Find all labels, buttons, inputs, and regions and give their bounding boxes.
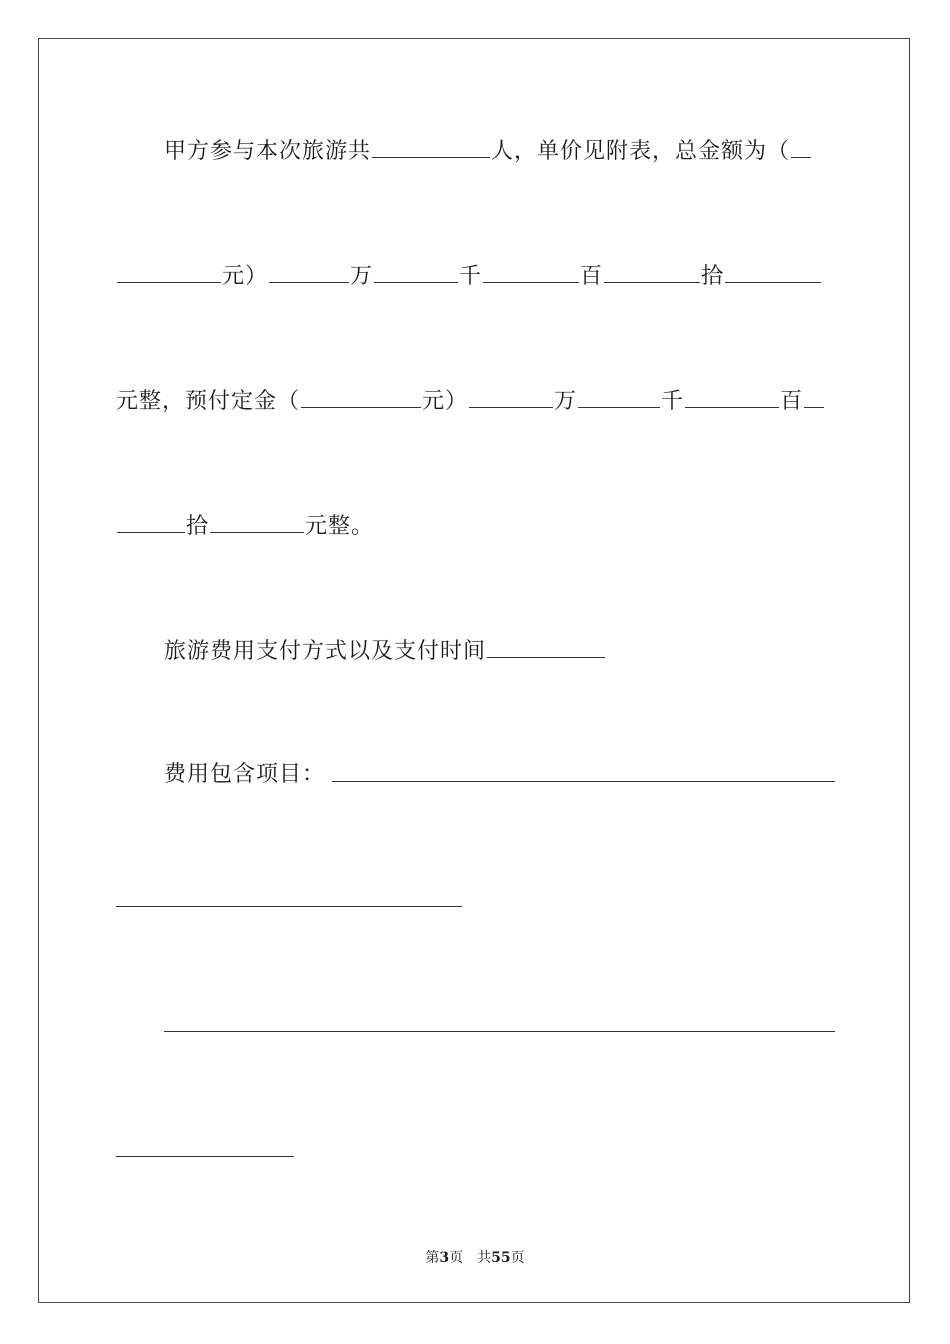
included-items-label: 费用包含项目：: [164, 762, 326, 787]
blank-field[interactable]: [117, 258, 221, 283]
footer-mid: 页 共: [449, 1250, 492, 1266]
payment-method-line: [116, 633, 836, 667]
blank-field[interactable]: [301, 383, 421, 408]
text-segment: 百: [580, 264, 604, 289]
blank-field[interactable]: [210, 508, 304, 533]
blank-field[interactable]: [469, 383, 553, 408]
text-segment: 万: [350, 264, 374, 289]
blank-field[interactable]: [269, 258, 349, 283]
footer-prefix: 第: [425, 1250, 440, 1266]
blank-field[interactable]: [483, 258, 579, 283]
blank-rule[interactable]: [332, 781, 835, 782]
text-segment: 拾: [701, 264, 725, 289]
text-segment: 千: [459, 264, 483, 289]
blank-rule[interactable]: [164, 1031, 835, 1032]
total-pages: 55: [491, 1250, 511, 1266]
blank-rule[interactable]: [116, 906, 462, 907]
blank-field[interactable]: [685, 383, 779, 408]
paragraph-1-line-3: [116, 383, 836, 417]
blank-field[interactable]: [578, 383, 660, 408]
text-segment: 元）: [222, 264, 269, 289]
text-segment: 万: [554, 389, 578, 414]
page-number: 3: [439, 1250, 450, 1266]
blank-field[interactable]: [804, 383, 824, 408]
blank-field[interactable]: [372, 133, 490, 158]
blank-rule[interactable]: [116, 1156, 294, 1157]
text-segment: 千: [661, 389, 685, 414]
blank-field[interactable]: [117, 508, 185, 533]
included-items-line: [116, 758, 836, 792]
blank-field[interactable]: [374, 258, 458, 283]
paragraph-1-line-1: [116, 133, 836, 167]
footer-suffix: 页: [510, 1250, 525, 1266]
text-segment: 拾: [186, 514, 210, 539]
text-segment: 元整，预付定金（: [116, 389, 301, 414]
blank-field[interactable]: [487, 633, 605, 658]
payment-method-label: 旅游费用支付方式以及支付时间: [164, 639, 487, 664]
paragraph-1-line-2: [116, 258, 836, 292]
blank-field[interactable]: [791, 133, 811, 158]
page-footer: [0, 1247, 950, 1267]
text-segment: 元）: [422, 389, 469, 414]
text-segment: 人，单价见附表，总金额为（: [491, 139, 791, 164]
text-segment: 百: [780, 389, 804, 414]
blank-field[interactable]: [725, 258, 821, 283]
text-segment: 元整。: [305, 514, 375, 539]
text-segment: 甲方参与本次旅游共: [164, 139, 372, 164]
blank-field[interactable]: [604, 258, 700, 283]
paragraph-1-line-4: [116, 508, 836, 542]
page-frame: [38, 38, 910, 1303]
